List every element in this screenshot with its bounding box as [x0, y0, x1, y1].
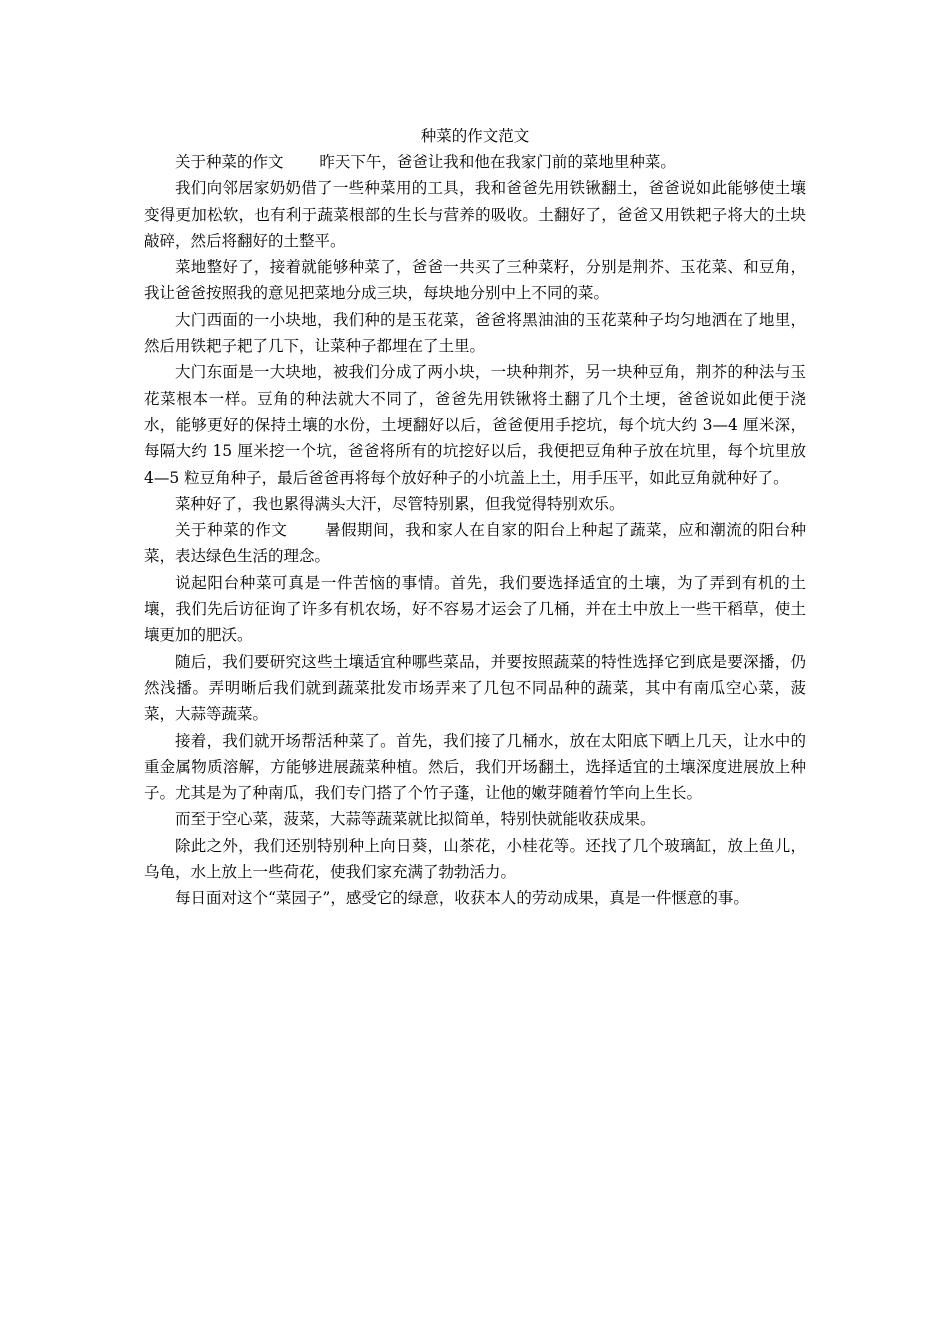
paragraph-12: 除此之外，我们还别特别种上向日葵，山茶花，小桂花等。还找了几个玻璃缸，放上鱼儿，乌龟，水上放上一些荷花，使我们家充满了勃勃活力。: [144, 836, 806, 882]
document-title: 种菜的作文范文: [420, 127, 530, 145]
document-page: [144, 123, 806, 912]
paragraph-9: 随后，我们要研究这些土壤适宜种哪些菜品，并要按照蔬菜的特性选择它到底是要深播，仍然浅播。弄明晰后我们就到蔬菜批发市场弄来了几包不同品种的蔬菜，其中有南瓜空心菜，菠菜，大蒜等蔬菜。: [144, 652, 806, 724]
paragraph-2: 我们向邻居家奶奶借了一些种菜用的工具，我和爸爸先用铁锹翻土，爸爸说如此能够使土壤变得更加松软，也有利于蔬菜根部的生长与营养的吸收。土翻好了，爸爸又用铁耙子将大的土块敲碎，然后将翻好的土整平。: [144, 179, 806, 250]
paragraph-11: 而至于空心菜，菠菜，大蒜等蔬菜就比拟简单，特别快就能收获成果。: [175, 810, 656, 829]
paragraph-1: 关于种菜的作文 昨天下午，爸爸让我和他在我家门前的菜地里种菜。: [175, 153, 676, 171]
paragraph-4: 大门西面的一小块地，我们种的是玉花菜，爸爸将黑油油的玉花菜种子均匀地洒在了地里，然后用铁耙子耙了几下，让菜种子都埋在了土里。: [144, 310, 806, 356]
paragraph-5: 大门东面是一大块地，被我们分成了两小块，一块种荆芥，另一块种豆角，荆芥的种法与玉花菜根本一样。豆角的种法就大不同了，爸爸先用铁锹将土翻了几个土埂，爸爸说如此便于浇水，能够更好的保持土壤的水份，土埂翻好以后，爸爸便用手挖坑，每个坑大约 3—4 厘米深，每隔大约 15 厘米挖一个坑，爸爸将所有的坑挖好以后，我便把豆角种子放在坑里，每个坑里放 4—5 粒豆角种子，最后爸爸再将每个放好种子的小坑盖上土，用手压平，如此豆角就种好了。: [144, 363, 806, 487]
paragraph-7: 关于种菜的作文 暑假期间，我和家人在自家的阳台上种起了蔬菜，应和潮流的阳台种菜，表达绿色生活的理念。: [144, 521, 806, 566]
paragraph-13: 每日面对这个“菜园子”，感受它的绿意，收获本人的劳动成果，真是一件惬意的事。: [175, 889, 749, 908]
paragraph-10: 接着，我们就开场帮活种菜了。首先，我们接了几桶水，放在太阳底下晒上几天，让水中的重金属物质溶解，方能够进展蔬菜种植。然后，我们开场翻土，选择适宜的土壤深度进展放上种子。尤其是为了种南瓜，我们专门搭了个竹子蓬，让他的嫩芽随着竹竿向上生长。: [144, 731, 806, 803]
paragraph-3: 菜地整好了，接着就能够种菜了，爸爸一共买了三种菜籽，分别是荆芥、玉花菜、和豆角，我让爸爸按照我的意见把菜地分成三块，每块地分别中上不同的菜。: [144, 258, 806, 303]
paragraph-6: 菜种好了，我也累得满头大汗，尽管特别累，但我觉得特别欢乐。: [175, 494, 625, 513]
paragraph-8: 说起阳台种菜可真是一件苦恼的事情。首先，我们要选择适宜的土壤，为了弄到有机的土壤，我们先后访征询了许多有机农场，好不容易才运会了几桶，并在土中放上一些干稻草，使土壤更加的肥沃。: [144, 573, 806, 645]
